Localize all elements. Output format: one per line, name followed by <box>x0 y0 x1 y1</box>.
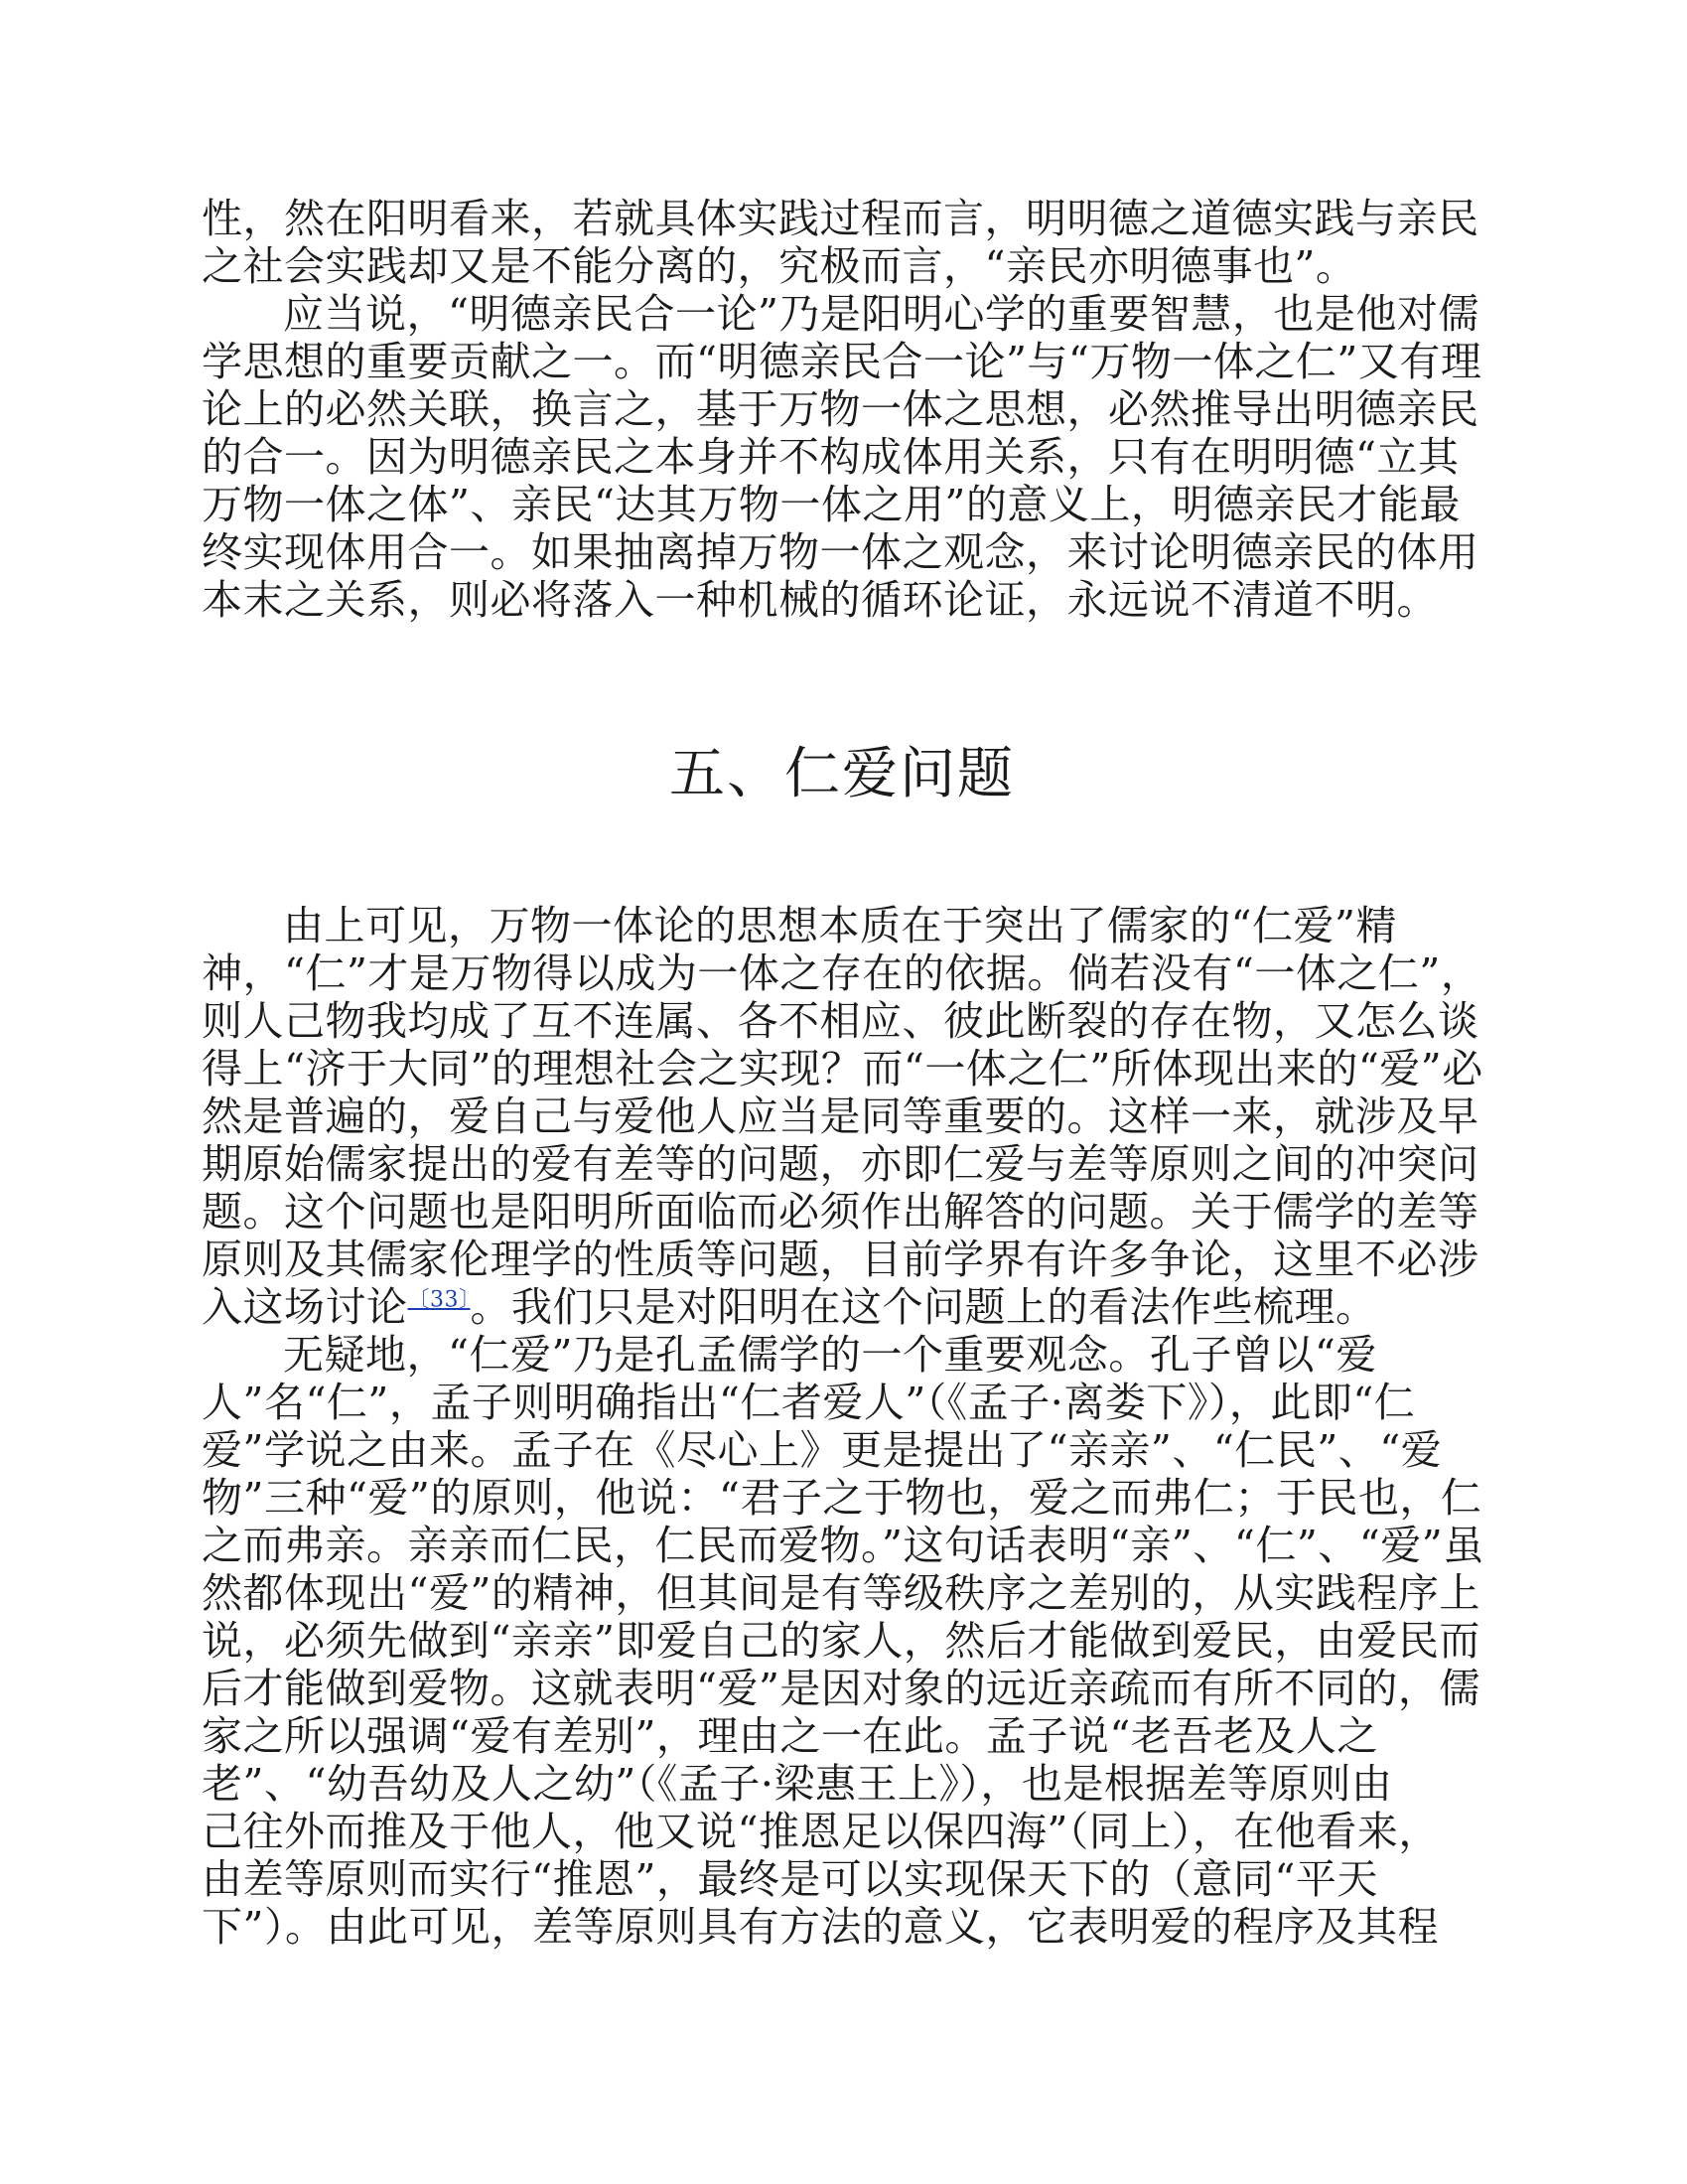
text-line: 论上的必然关联，换言之，基于万物一体之思想，必然推导出明德亲民 <box>202 385 1479 433</box>
text-line: 终实现体用合一。如果抽离掉万物一体之观念，来讨论明德亲民的体用 <box>202 528 1479 576</box>
text-line: 己往外而推及于他人，他又说“推恩足以保四海”（同上），在他看来， <box>202 1808 1440 1855</box>
text-line: 说，必须先做到“亲亲”即爱自己的家人，然后才能做到爱民，由爱民而 <box>202 1617 1480 1665</box>
text-line: 人”名“仁”，孟子则明确指出“仁者爱人”（《孟子·离娄下》），此即“仁 <box>202 1379 1416 1426</box>
text-line: 爱”学说之由来。孟子在《尽心上》更是提出了“亲亲”、“仁民”、“爱 <box>202 1426 1443 1474</box>
text-line: 之社会实践却又是不能分离的，究极而言，“亲民亦明德事也”。 <box>202 242 1357 290</box>
text-line: 题。这个问题也是阳明所面临而必须作出解答的问题。关于儒学的差等 <box>202 1188 1479 1236</box>
text-line: 物”三种“爱”的原则，他说：“君子之于物也，爱之而弗仁；于民也，仁 <box>202 1474 1482 1522</box>
text-line-with-footnote <box>202 1283 1482 1331</box>
paragraph <box>202 290 1482 624</box>
text-line: 无疑地，“仁爱”乃是孔孟儒学的一个重要观念。孔子曾以“爱 <box>283 1331 1377 1379</box>
text-line: 神，“仁”才是万物得以成为一体之存在的依据。倘若没有“一体之仁”， <box>202 949 1482 997</box>
text-line: 万物一体之体”、亲民“达其万物一体之用”的意义上，明德亲民才能最 <box>202 481 1461 528</box>
text-line: 老”、“幼吾幼及人之幼”（《孟子·梁惠王上》），也是根据差等原则由 <box>202 1760 1393 1808</box>
text-line: 下”）。由此可见，差等原则具有方法的意义，它表明爱的程序及其程 <box>202 1903 1439 1951</box>
text-line: 则人己物我均成了互不连属、各不相应、彼此断裂的存在物，又怎么谈 <box>202 997 1479 1045</box>
paragraph <box>202 902 1482 1331</box>
text-line: 家之所以强调“爱有差别”，理由之一在此。孟子说“老吾老及人之 <box>202 1712 1378 1760</box>
text-line: 然都体现出“爱”的精神，但其间是有等级秩序之差别的，从实践程序上 <box>202 1569 1480 1617</box>
text-line: 本末之关系，则必将落入一种机械的循环论证，永远说不清道不明。 <box>202 576 1438 624</box>
text-line: 后才能做到爱物。这就表明“爱”是因对象的远近亲疏而有所不同的，儒 <box>202 1665 1480 1712</box>
footnote-link[interactable]: 〔33〕 <box>407 1287 471 1313</box>
text-line: 原则及其儒家伦理学的性质等问题，目前学界有许多争论，这里不必涉 <box>202 1236 1479 1283</box>
section-title: 五、仁爱问题 <box>669 742 1015 806</box>
text-line: 然是普遍的，爱自己与爱他人应当是同等重要的。这样一来，就涉及早 <box>202 1092 1479 1140</box>
text-line: 的合一。因为明德亲民之本身并不构成体用关系，只有在明明德“立其 <box>202 433 1460 481</box>
text-line: 期原始儒家提出的爱有差等的问题，亦即仁爱与差等原则之间的冲突问 <box>202 1140 1479 1188</box>
text-line: 之而弗亲。亲亲而仁民，仁民而爱物。”这句话表明“亲”、“仁”、“爱”虽 <box>202 1522 1484 1569</box>
text-segment: 入这场讨论 <box>202 1283 408 1331</box>
text-line: 学思想的重要贡献之一。而“明德亲民合一论”与“万物一体之仁”又有理 <box>202 338 1482 385</box>
text-line: 应当说，“明德亲民合一论”乃是阳明心学的重要智慧，也是他对儒 <box>283 290 1479 338</box>
text-line: 由差等原则而实行“推恩”，最终是可以实现保天下的（意同“平天 <box>202 1855 1378 1903</box>
text-segment: 。我们只是对阳明在这个问题上的看法作些梳理。 <box>470 1283 1377 1331</box>
text-line: 由上可见，万物一体论的思想本质在于突出了儒家的“仁爱”精 <box>283 902 1397 949</box>
text-line: 得上“济于大同”的理想社会之实现？而“一体之仁”所体现出来的“爱”必 <box>202 1045 1483 1092</box>
paragraph <box>202 195 1482 290</box>
text-line: 性，然在阳明看来，若就具体实践过程而言，明明德之道德实践与亲民 <box>202 195 1479 242</box>
document-page <box>202 195 1482 1951</box>
paragraph <box>202 1331 1482 1951</box>
